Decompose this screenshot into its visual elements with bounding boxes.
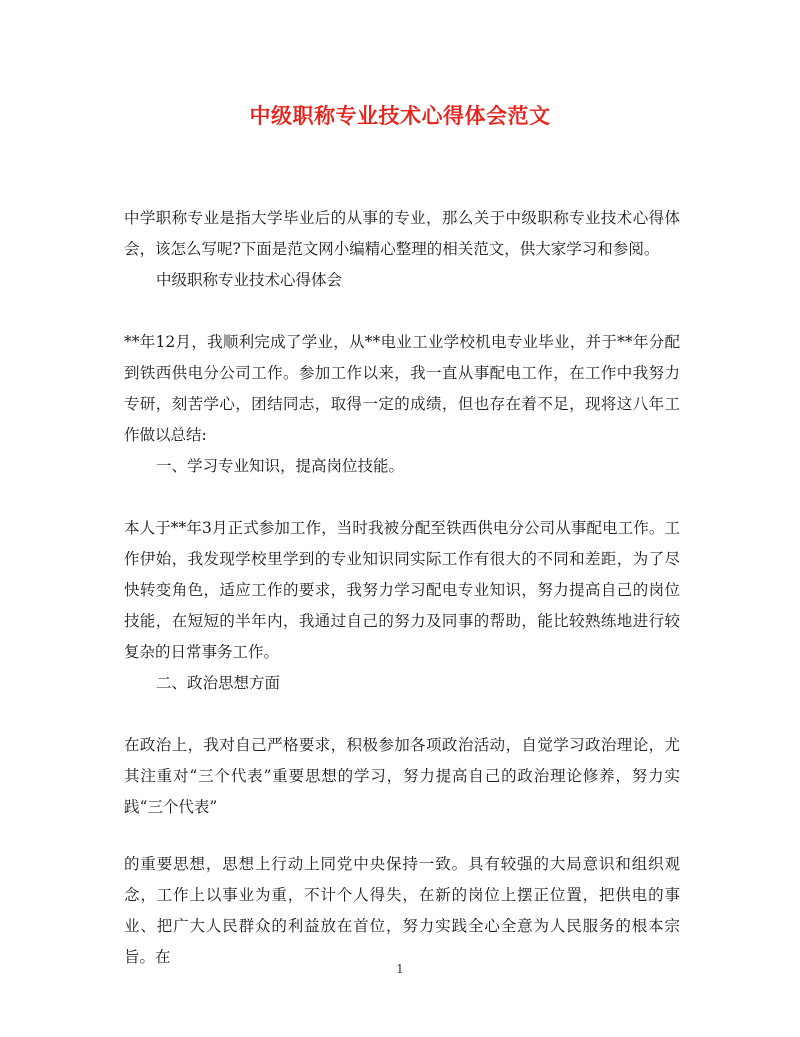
body-paragraph-4: 的重要思想，思想上行动上同党中央保持一致。具有较强的大局意识和组织观念，工作上以事业为重，不计个人得失，在新的岗位上摆正位置，把供电的事业、把广大人民群众的利益放在首位，努力实践全心全意为人民服务的根本宗旨。在 [124,855,680,966]
body-paragraph-3: 在政治上，我对自己严格要求，积极参加各项政治活动，自觉学习政治理论，尤其注重对“三个代表”重要思想的学习，努力提高自己的政治理论修养，努力实践“三个代表” [124,736,680,816]
body-paragraph-1: **年12月，我顺利完成了学业，从**电业工业学校机电专业毕业，并于**年分配到铁西供电分公司工作。参加工作以来，我一直从事配电工作，在工作中我努力专研，刻苦学心，团结同志，取得一定的成绩，但也存在着不足，现将这八年工作做以总结: [124,333,680,444]
body-paragraph-2: 本人于**年3月正式参加工作，当时我被分配至铁西供电分公司从事配电工作。工作伊始，我发现学校里学到的专业知识同实际工作有很大的不同和差距，为了尽快转变角色，适应工作的要求，我努力学习配电专业知识，努力提高自己的岗位技能，在短短的半年内，我通过自己的努力及同事的帮助，能比较熟练地进行较复杂的日常事务工作。 [124,519,680,661]
document-title: 中级职称专业技术心得体会范文 [249,103,551,128]
section-heading-2: 二、政治思想方面 [156,674,281,692]
page-number: 1 [396,962,404,976]
intro-paragraph: 中学职称专业是指大学毕业后的从事的专业，那么关于中级职称专业技术心得体会，该怎么写呢?下面是范文网小编精心整理的相关范文，供大家学习和参阅。 [124,209,680,258]
subtitle: 中级职称专业技术心得体会 [156,271,343,289]
section-heading-1: 一、学习专业知识，提高岗位技能。 [156,457,405,475]
